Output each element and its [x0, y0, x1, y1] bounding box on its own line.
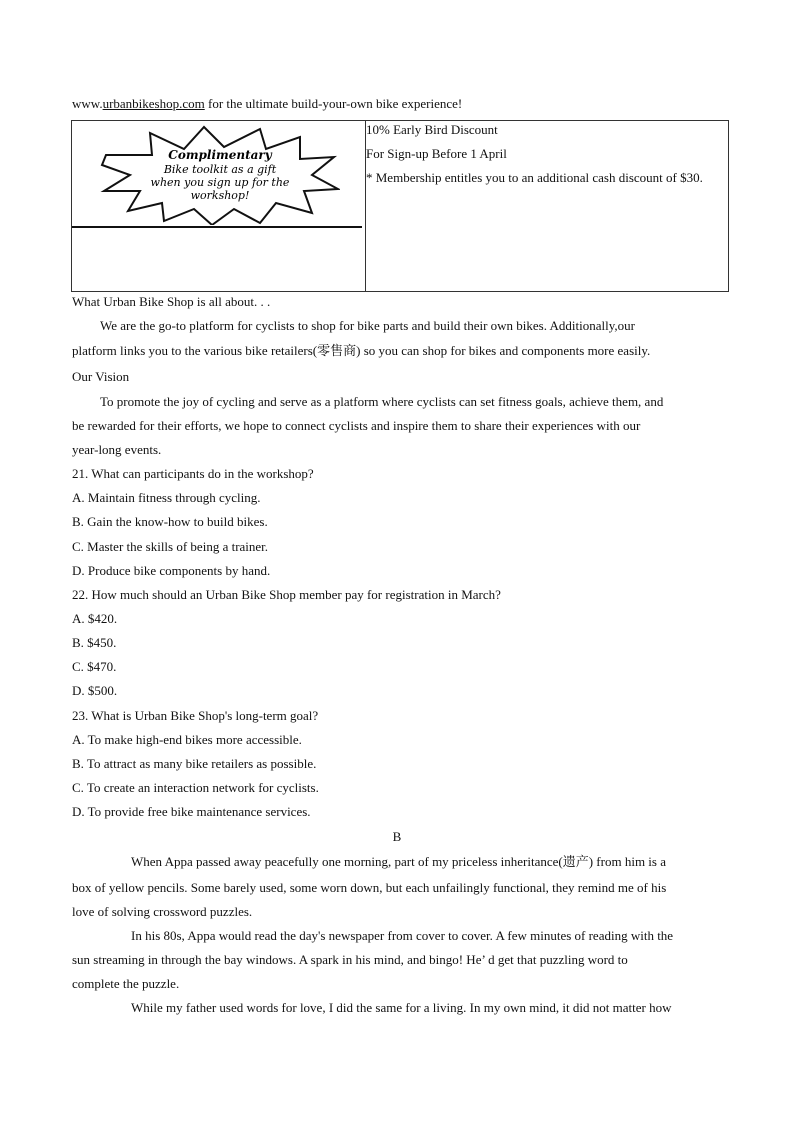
- section-b-line-7: While my father used words for love, I did the same for a living. In my own mind, it did not matter how: [131, 1000, 672, 1015]
- vision-line-3: year-long events.: [72, 442, 162, 457]
- discount-condition: For Sign-up Before 1 April: [366, 146, 507, 161]
- vision-heading: Our Vision: [72, 369, 130, 384]
- q22-option-a: A. $420.: [72, 611, 118, 626]
- q21-option-a: A. Maintain fitness through cycling.: [72, 490, 261, 505]
- q23-option-a: A. To make high-end bikes more accessible.: [72, 732, 302, 747]
- burst-line-4: workshop!: [190, 189, 250, 202]
- section-b-line-5: sun streaming in through the bay windows. A spark in his mind, and bingo! He’ d get that puzzling word to: [72, 952, 628, 967]
- q22-option-c: C. $470.: [72, 659, 117, 674]
- header-tagline: for the ultimate build-your-own bike experience!: [204, 96, 463, 111]
- advertisement-box: [71, 120, 729, 292]
- section-b-line-2: box of yellow pencils. Some barely used, some worn down, but each unfailingly functional, they remind me of his: [72, 880, 667, 895]
- membership-note: * Membership entitles you to an additional cash discount of $30.: [366, 170, 703, 185]
- vision-line-2: be rewarded for their efforts, we hope to connect cyclists and inspire them to share their experiences with our: [72, 418, 641, 433]
- ad-rule: [72, 226, 362, 228]
- about-heading: What Urban Bike Shop is all about. . .: [72, 294, 271, 309]
- q23-option-b: B. To attract as many bike retailers as possible.: [72, 756, 317, 771]
- section-b-line-3: love of solving crossword puzzles.: [72, 904, 253, 919]
- url-prefix: www.: [72, 96, 103, 111]
- q23-option-d: D. To provide free bike maintenance services.: [72, 804, 311, 819]
- starburst-badge: [100, 125, 340, 225]
- burst-line-1: Complimentary: [168, 148, 272, 162]
- website-link[interactable]: urbanbikeshop.com: [102, 96, 205, 111]
- q21-option-b: B. Gain the know-how to build bikes.: [72, 514, 268, 529]
- section-b-line-6: complete the puzzle.: [72, 976, 180, 991]
- question-22: 22. How much should an Urban Bike Shop member pay for registration in March?: [72, 587, 501, 602]
- question-21: 21. What can participants do in the workshop?: [72, 466, 314, 481]
- q21-option-d: D. Produce bike components by hand.: [72, 563, 271, 578]
- burst-line-2: Bike toolkit as a gift: [163, 163, 277, 176]
- burst-line-3: when you sign up for the: [150, 176, 290, 189]
- section-b-line-1: When Appa passed away peacefully one morning, part of my priceless inheritance(遗产) from him is a: [131, 854, 666, 869]
- section-b-line-4: In his 80s, Appa would read the day's newspaper from cover to cover. A few minutes of reading with the: [131, 928, 674, 943]
- about-line-2: platform links you to the various bike retailers(零售商) so you can shop for bikes and components more easily.: [72, 343, 651, 358]
- vision-line-1: To promote the joy of cycling and serve as a platform where cyclists can set fitness goals, achieve them, and: [100, 394, 664, 409]
- q23-option-c: C. To create an interaction network for cyclists.: [72, 780, 319, 795]
- question-23: 23. What is Urban Bike Shop's long-term goal?: [72, 708, 319, 723]
- q22-option-d: D. $500.: [72, 683, 118, 698]
- discount-title: 10% Early Bird Discount: [366, 122, 498, 137]
- q22-option-b: B. $450.: [72, 635, 117, 650]
- header-line: [72, 96, 462, 112]
- about-line-1: We are the go-to platform for cyclists to shop for bike parts and build their own bikes. Additionally,our: [100, 318, 635, 333]
- section-b-label: B: [392, 829, 402, 844]
- q21-option-c: C. Master the skills of being a trainer.: [72, 539, 269, 554]
